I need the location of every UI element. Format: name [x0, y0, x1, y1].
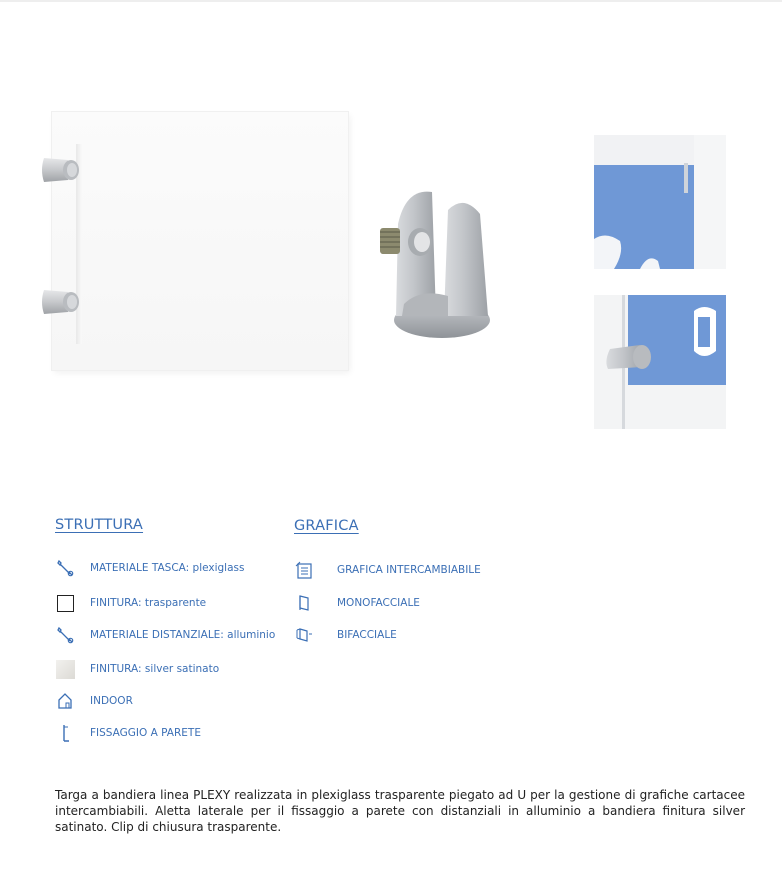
- standoff-bottom-icon: [38, 284, 84, 320]
- product-image-plexi-panel: [36, 104, 356, 374]
- silver-swatch-icon: [55, 659, 75, 679]
- struttura-item-indoor: [55, 691, 133, 711]
- grafica-item-bifacciale: [294, 625, 397, 645]
- product-image-clamp: [372, 184, 492, 344]
- detail-image-bottom: [594, 295, 726, 429]
- standoff-top-icon: [38, 152, 84, 188]
- struttura-item-label: MATERIALE DISTANZIALE: alluminio: [90, 629, 276, 641]
- grafica-item-intercambiabile: [294, 560, 481, 580]
- struttura-item-label: FINITURA: trasparente: [90, 597, 207, 609]
- plexi-pocket: [52, 112, 348, 370]
- grafica-item-label: BIFACCIALE: [337, 629, 397, 641]
- wall-mount-icon: [55, 723, 75, 743]
- struttura-item-materiale-tasca: [55, 558, 244, 578]
- double-sided-icon: [294, 625, 314, 645]
- struttura-item-finitura-silver: [55, 659, 219, 679]
- struttura-heading: STRUTTURA: [55, 517, 144, 533]
- grafica-item-label: MONOFACCIALE: [337, 597, 420, 609]
- empty-swatch-icon: [55, 593, 75, 613]
- product-description: Targa a bandiera linea PLEXY realizzata in plexiglass trasparente piegato ad U per la gestione di grafiche cartacee intercambiabili. Aletta laterale per il fissaggio a parete con distanziali in alluminio a bandiera finitura silver satinato. Clip di chiusura trasparente.: [55, 788, 745, 834]
- wrench-icon: [55, 625, 75, 645]
- document-icon: [294, 560, 314, 580]
- wrench-icon: [55, 558, 75, 578]
- struttura-item-label: INDOOR: [90, 695, 133, 707]
- house-icon: [55, 691, 75, 711]
- top-rule: [0, 0, 782, 2]
- detail-image-top: [594, 135, 726, 269]
- grafica-heading: GRAFICA: [294, 518, 359, 534]
- struttura-item-label: FISSAGGIO A PARETE: [90, 727, 201, 739]
- struttura-item-materiale-distanziale: [55, 625, 275, 645]
- struttura-item-fissaggio: [55, 723, 201, 743]
- struttura-item-label: FINITURA: silver satinato: [90, 663, 220, 675]
- struttura-item-finitura-trasparente: [55, 593, 206, 613]
- grafica-item-monofacciale: [294, 593, 420, 613]
- single-sided-icon: [294, 593, 314, 613]
- grafica-item-label: GRAFICA INTERCAMBIABILE: [337, 564, 481, 576]
- struttura-item-label: MATERIALE TASCA: plexiglass: [90, 562, 245, 574]
